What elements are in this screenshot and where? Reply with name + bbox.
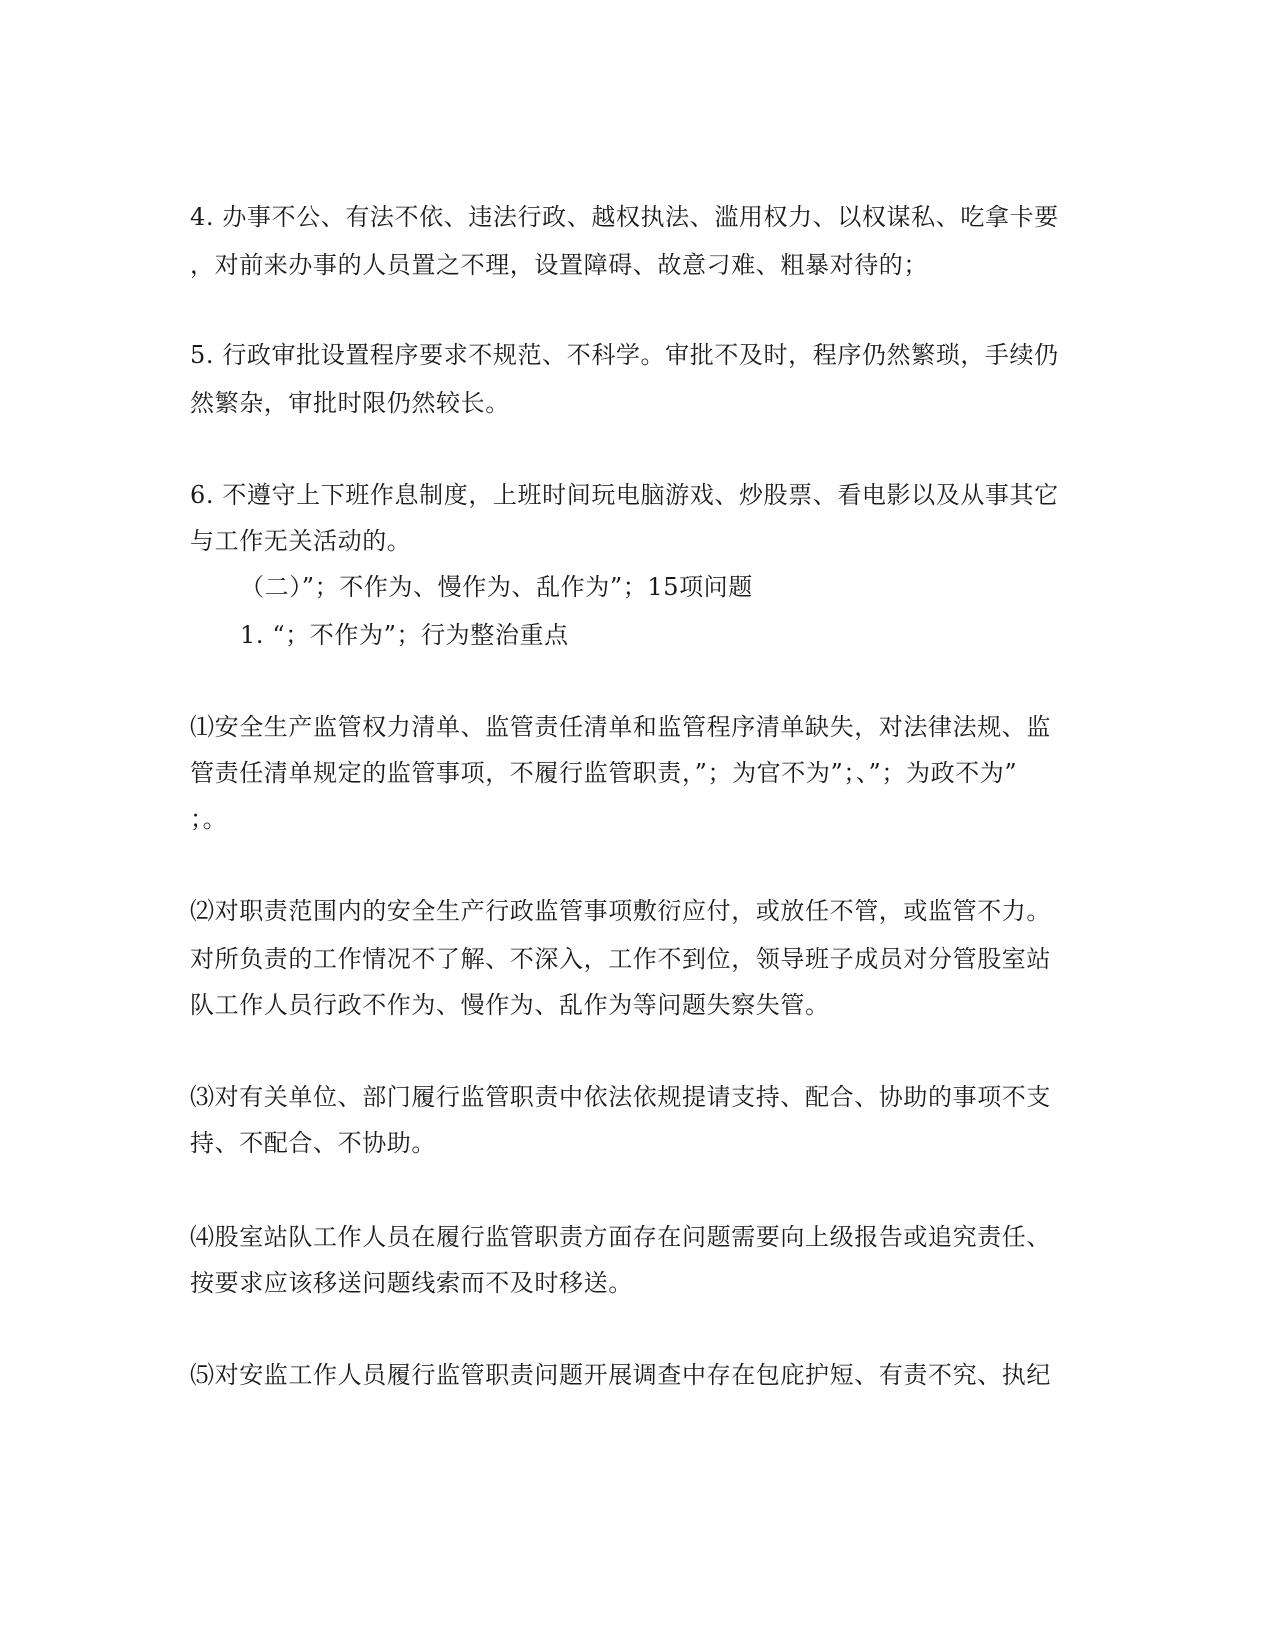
section-heading: （二）”；不作为、慢作为、乱作为”；15项问题 (240, 573, 753, 601)
text-line: 持、不配合、不协助。 (190, 1129, 436, 1157)
text-line: ；。 (190, 805, 228, 833)
text-line: ⑸对安监工作人员履行监管职责问题开展调查中存在包庇护短、有责不究、执纪 (190, 1361, 1051, 1389)
text-line: ⑷股室站队工作人员在履行监管职责方面存在问题需要向上级报告或追究责任、 (190, 1223, 1051, 1251)
text-line: 与工作无关活动的。 (190, 527, 412, 555)
text-line: 对所负责的工作情况不了解、不深入，工作不到位，领导班子成员对分管股室站 (190, 945, 1051, 973)
text-line: ⑴安全生产监管权力清单、监管责任清单和监管程序清单缺失，对法律法规、监 (190, 713, 1051, 741)
text-line: 然繁杂，审批时限仍然较长。 (190, 389, 510, 417)
text-line: ⑶对有关单位、部门履行监管职责中依法依规提请支持、配合、协助的事项不支 (190, 1083, 1051, 1111)
text-line: 队工作人员行政不作为、慢作为、乱作为等问题失察失管。 (190, 991, 830, 1019)
text-line: 5. 行政审批设置程序要求不规范、不科学。审批不及时，程序仍然繁琐，手续仍 (190, 341, 1059, 369)
text-line: ⑵对职责范围内的安全生产行政监管事项敷衍应付，或放任不管，或监管不力。 (190, 897, 1051, 925)
text-line: ，对前来办事的人员置之不理，设置障碍、故意刁难、粗暴对待的； (190, 251, 928, 279)
text-line: 6. 不遵守上下班作息制度，上班时间玩电脑游戏、炒股票、看电影以及从事其它 (190, 481, 1059, 509)
text-line: 按要求应该移送问题线索而不及时移送。 (190, 1269, 633, 1297)
text-line: 4. 办事不公、有法不依、违法行政、越权执法、滥用权力、以权谋私、吃拿卡要 (190, 203, 1059, 231)
text-line: 管责任清单规定的监管事项，不履行监管职责，”；为官不为”；、”；为政不为” (190, 759, 1018, 787)
subsection-heading: 1. “；不作为”；行为整治重点 (240, 621, 569, 649)
